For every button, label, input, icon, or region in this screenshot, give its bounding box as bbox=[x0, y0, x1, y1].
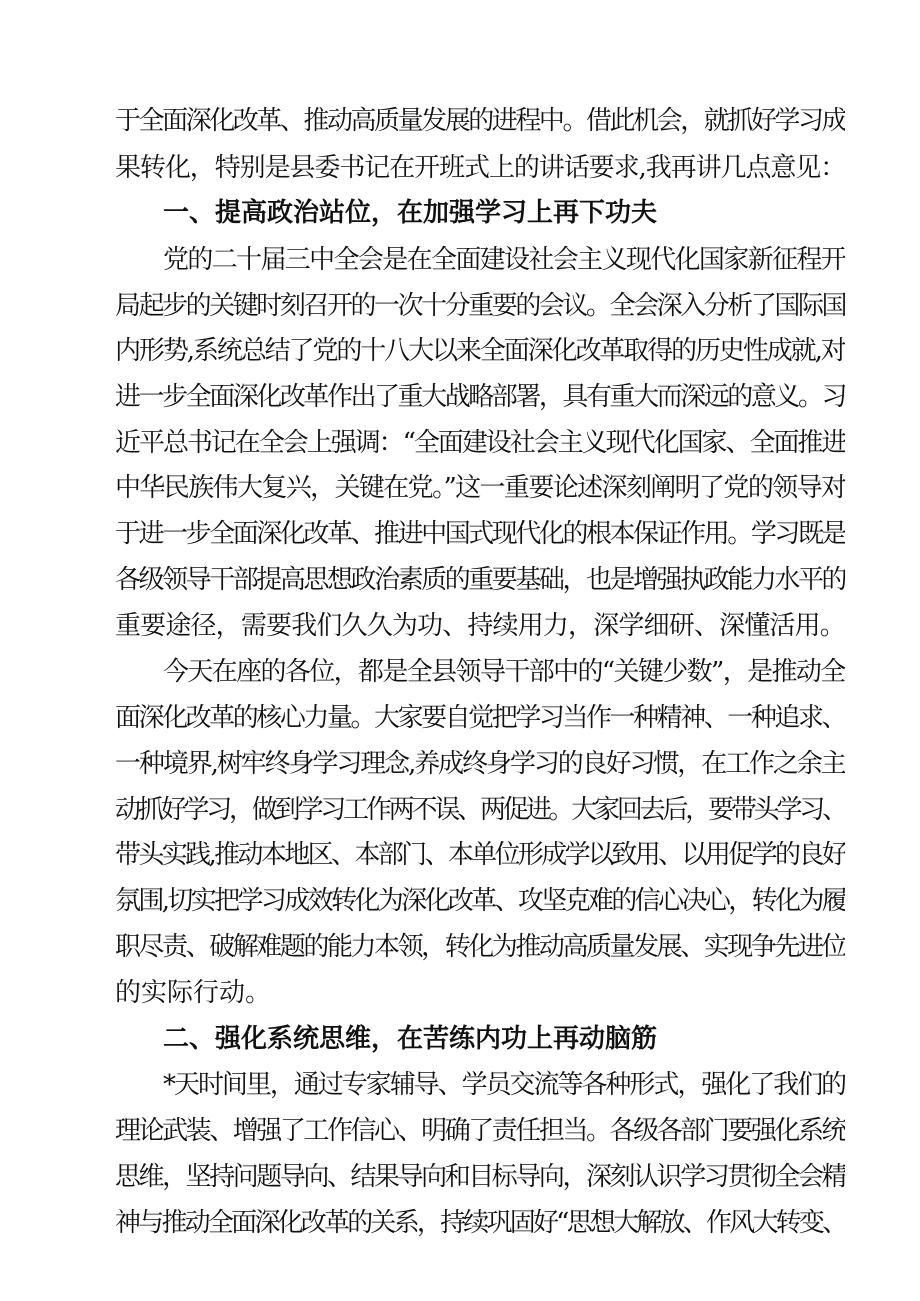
text-line: 神与推动全面深化改革的关系，持续巩固好“思想大解放、作风大转变、 bbox=[115, 1208, 845, 1238]
text-line: 一种境界,树牢终身学习理念,养成终身学习的良好习惯，在工作之余主 bbox=[115, 749, 845, 779]
text-line: 带头实践,推动本地区、本部门、本单位形成学以致用、以用促学的良好 bbox=[115, 840, 845, 870]
section-heading: 二、强化系统思维，在苦练内功上再动脑筋 bbox=[163, 1024, 658, 1054]
text-line: 职尽责、破解难题的能力本领，转化为推动高质量发展、实现争先进位 bbox=[115, 932, 845, 962]
section-heading: 一、提高政治站位，在加强学习上再下功夫 bbox=[163, 198, 658, 228]
text-line: 近平总书记在全会上强调：“全面建设社会主义现代化国家、全面推进 bbox=[115, 428, 845, 458]
text-line: 氛围,切实把学习成效转化为深化改革、攻坚克难的信心决心，转化为履 bbox=[115, 886, 845, 916]
text-line: 局起步的关键时刻召开的一次十分重要的会议。全会深入分析了国际国 bbox=[115, 291, 845, 321]
text-line: 思维，坚持问题导向、结果导向和目标导向，深刻认识学习贯彻全会精 bbox=[115, 1162, 845, 1192]
text-line: 进一步全面深化改革作出了重大战略部署，具有重大而深远的意义。习 bbox=[115, 382, 845, 412]
text-line: 面深化改革的核心力量。大家要自觉把学习当作一种精神、一种追求、 bbox=[115, 703, 845, 733]
text-line: 于进一步全面深化改革、推进中国式现代化的根本保证作用。学习既是 bbox=[115, 519, 845, 549]
text-line: 内形势,系统总结了党的十八大以来全面深化改革取得的历史性成就,对 bbox=[115, 336, 845, 366]
paragraph-first-line: 党的二十届三中全会是在全面建设社会主义现代化国家新征程开 bbox=[163, 245, 845, 275]
paragraph-first-line: *天时间里，通过专家辅导、学员交流等各种形式，强化了我们的 bbox=[163, 1070, 845, 1100]
text-line: 重要途径，需要我们久久为功、持续用力，深学细研、深懂活用。 bbox=[115, 611, 845, 641]
text-line: 各级领导干部提高思想政治素质的重要基础，也是增强执政能力水平的 bbox=[115, 565, 845, 595]
text-line: 中华民族伟大复兴，关键在党。”这一重要论述深刻阐明了党的领导对 bbox=[115, 473, 845, 503]
text-line: 果转化，特别是县委书记在开班式上的讲话要求,我再讲几点意见： bbox=[115, 153, 845, 183]
text-line: 理论武装、增强了工作信心、明确了责任担当。各级各部门要强化系统 bbox=[115, 1116, 845, 1146]
text-line: 的实际行动。 bbox=[115, 978, 272, 1008]
text-line: 动抓好学习，做到学习工作两不误、两促进。大家回去后，要带头学习、 bbox=[115, 795, 845, 825]
paragraph-first-line: 今天在座的各位，都是全县领导干部中的“关键少数”，是推动全 bbox=[163, 657, 845, 687]
text-line: 于全面深化改革、推动高质量发展的进程中。借此机会，就抓好学习成 bbox=[115, 106, 845, 136]
